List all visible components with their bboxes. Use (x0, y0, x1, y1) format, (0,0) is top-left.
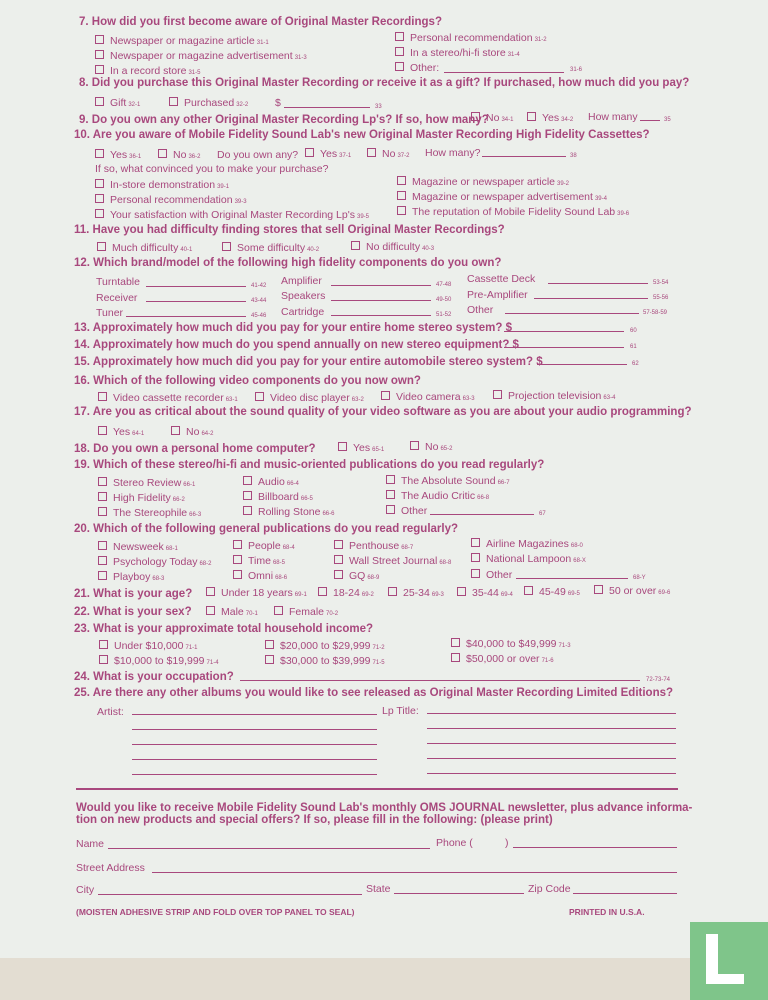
q20-option-6[interactable]: Omni 68-6 (233, 570, 287, 585)
q19-other-line[interactable] (430, 514, 534, 515)
zip-label: Zip Code (528, 883, 571, 895)
checkbox[interactable] (367, 148, 376, 157)
checkbox[interactable] (274, 606, 283, 615)
cartridge-line[interactable] (331, 315, 431, 316)
checkbox[interactable] (397, 191, 406, 200)
q23-option-1[interactable]: Under $10,000 71-1 (99, 640, 198, 655)
code: 45-46 (251, 313, 267, 319)
checkbox[interactable] (95, 65, 104, 74)
city-label: City (76, 884, 95, 896)
q20-option-7[interactable]: Penthouse 68-7 (334, 540, 413, 555)
q10-own-yes[interactable]: Yes 37-1 (305, 148, 351, 163)
checkbox[interactable] (471, 553, 480, 562)
q20-option-9[interactable]: GQ 68-9 (334, 570, 379, 585)
q10-option-yes[interactable]: Yes 36-1 (95, 149, 141, 164)
q7-option-1[interactable]: Newspaper or magazine article 31-1 (95, 35, 269, 50)
checkbox[interactable] (171, 426, 180, 435)
printed-in: PRINTED IN U.S.A. (569, 907, 645, 917)
q9-option-no[interactable]: No 34-1 (471, 112, 513, 127)
question-21: 21. What is your age? (74, 588, 193, 600)
artist-label: Artist: (97, 706, 124, 718)
q11-option-3[interactable]: No difficulty 40-3 (351, 241, 434, 256)
q23-option-2[interactable]: $10,000 to $19,999 71-4 (99, 655, 219, 670)
cartridge-label: Cartridge (281, 306, 325, 318)
checkbox[interactable] (98, 541, 107, 550)
checkbox[interactable] (98, 392, 107, 401)
q10-reason-6[interactable]: The reputation of Mobile Fidelity Sound Lab 39-6 (397, 206, 629, 221)
q10-reason-1[interactable]: In-store demonstration 39-1 (95, 179, 229, 194)
zip-field[interactable] (573, 893, 677, 894)
q20-option-5[interactable]: Time 68-5 (233, 555, 285, 570)
street-label: Street Address (76, 862, 145, 874)
checkbox[interactable] (206, 606, 215, 615)
q21-option-1[interactable]: Under 18 years 69-1 (206, 587, 307, 602)
code: 55-56 (653, 295, 669, 301)
checkbox[interactable] (243, 491, 252, 500)
code: 38 (570, 153, 577, 159)
checkbox[interactable] (255, 392, 264, 401)
speakers-line[interactable] (331, 300, 431, 301)
checkbox[interactable] (410, 441, 419, 450)
code: 61 (630, 344, 637, 350)
code: 68-Y (633, 575, 646, 581)
checkbox[interactable] (397, 176, 406, 185)
artist-line[interactable] (132, 729, 377, 730)
checkbox[interactable] (95, 179, 104, 188)
q19-option-7[interactable]: The Absolute Sound 66-7 (386, 475, 510, 490)
question-23: 23. What is your approximate total household income? (74, 623, 374, 635)
question-9: 9. Do you own any other Original Master Recording Lp's? If so, how many? (79, 114, 489, 126)
checkbox[interactable] (97, 242, 106, 251)
q18-option-yes[interactable]: Yes 65-1 (338, 442, 384, 457)
question-22: 22. What is your sex? (74, 606, 192, 618)
l-letter-icon (706, 934, 744, 984)
checkbox[interactable] (381, 391, 390, 400)
checkbox[interactable] (95, 35, 104, 44)
question-11: 11. Have you had difficulty finding stores that sell Original Master Recordings? (74, 224, 505, 236)
q16-option-3[interactable]: Video camera 63-3 (381, 391, 475, 406)
q17-option-yes[interactable]: Yes 64-1 (98, 426, 144, 441)
q19-option-6[interactable]: Rolling Stone 66-6 (243, 506, 334, 521)
pre-amplifier-label: Pre-Amplifier (467, 289, 528, 301)
receiver-label: Receiver (96, 292, 138, 304)
checkbox[interactable] (265, 655, 274, 664)
checkbox[interactable] (395, 32, 404, 41)
checkbox[interactable] (395, 62, 404, 71)
question-12: 12. Which brand/model of the following high fidelity components do you own? (74, 257, 502, 269)
q19-option-9[interactable]: Other (386, 505, 427, 518)
amplifier-line[interactable] (331, 285, 431, 286)
lp-title-line[interactable] (427, 773, 676, 774)
preamp-line[interactable] (534, 298, 648, 299)
question-19: 19. Which of these stereo/hi-fi and music-oriented publications do you read regularly? (74, 459, 545, 471)
dollar-sign: $ (275, 97, 281, 109)
newsletter-prompt-line2: tion on new products and special offers? If so, please fill in the following: (please print) (76, 814, 553, 826)
code: 72-73-74 (646, 677, 671, 683)
turntable-line[interactable] (146, 286, 246, 287)
q18-option-no[interactable]: No 65-2 (410, 441, 452, 456)
seal-instruction: (MOISTEN ADHESIVE STRIP AND FOLD OVER TOP PANEL TO SEAL) (76, 907, 355, 917)
checkbox[interactable] (338, 442, 347, 451)
artist-line[interactable] (132, 759, 377, 760)
phone-close-paren: ) (505, 837, 509, 849)
q10-reason-3[interactable]: Your satisfaction with Original Master Recording Lp's 39-5 (95, 209, 369, 224)
checkbox[interactable] (233, 555, 242, 564)
checkbox[interactable] (318, 587, 327, 596)
q10-option-no[interactable]: No 36-2 (158, 149, 200, 164)
q10-howmany-line[interactable] (482, 156, 566, 157)
checkbox[interactable] (471, 538, 480, 547)
checkbox[interactable] (99, 640, 108, 649)
q23-option-4[interactable]: $30,000 to $39,999 71-5 (265, 655, 385, 670)
q19-option-3[interactable]: The Stereophile 66-3 (98, 507, 201, 522)
q7-other-line[interactable] (444, 72, 564, 73)
cassette-deck-label: Cassette Deck (467, 273, 536, 285)
checkbox[interactable] (95, 194, 104, 203)
code: 53-54 (653, 280, 669, 286)
newsletter-prompt-line1: Would you like to receive Mobile Fidelity Sound Lab's monthly OMS JOURNAL newsletter, plus advance informa- (76, 802, 693, 814)
q7-option-5[interactable]: In a stereo/hi-fi store 31-4 (395, 47, 520, 62)
code: 57-58-59 (643, 310, 668, 316)
q7-option-3[interactable]: In a record store 31-5 (95, 65, 200, 80)
q8-option-gift[interactable]: Gift 32-1 (95, 97, 140, 112)
checkbox[interactable] (305, 148, 314, 157)
own-any-label: Do you own any? (217, 149, 299, 161)
checkbox[interactable] (395, 47, 404, 56)
q20-option-12[interactable]: Other (471, 569, 512, 582)
question-14: 14. Approximately how much do you spend annually on new stereo equipment? $ (74, 339, 519, 351)
checkbox[interactable] (457, 587, 466, 596)
q19-option-5[interactable]: Billboard 66-5 (243, 491, 313, 506)
checkbox[interactable] (98, 556, 107, 565)
q8-amount-line[interactable] (284, 107, 370, 108)
q21-option-5[interactable]: 45-49 69-5 (524, 586, 580, 601)
code: 49-50 (436, 297, 452, 303)
receiver-line[interactable] (146, 301, 246, 302)
q19-option-1[interactable]: Stereo Review 66-1 (98, 477, 195, 492)
other-label: Other (467, 304, 494, 316)
section-divider (76, 788, 678, 790)
checkbox[interactable] (98, 426, 107, 435)
q20-option-3[interactable]: Playboy 68-3 (98, 571, 164, 586)
checkbox[interactable] (334, 555, 343, 564)
q16-option-1[interactable]: Video cassette recorder 63-1 (98, 392, 238, 407)
code: 33 (375, 104, 382, 110)
checkbox[interactable] (386, 505, 395, 514)
checkbox[interactable] (471, 112, 480, 121)
question-10: 10. Are you aware of Mobile Fidelity Sound Lab's new Original Master Recording High Fidelity Cassettes? (74, 129, 650, 141)
checkbox[interactable] (233, 570, 242, 579)
name-label: Name (76, 838, 105, 850)
question-13: 13. Approximately how much did you pay for your entire home stereo system? $ (74, 322, 512, 334)
q21-option-3[interactable]: 25-34 69-3 (388, 587, 444, 602)
artist-line[interactable] (132, 774, 377, 775)
checkbox[interactable] (169, 97, 178, 106)
how-many-label: How many? (425, 147, 481, 159)
checkbox[interactable] (265, 640, 274, 649)
q21-option-2[interactable]: 18-24 69-2 (318, 587, 374, 602)
q10-own-no[interactable]: No 37-2 (367, 148, 409, 163)
checkbox[interactable] (95, 149, 104, 158)
checkbox[interactable] (95, 97, 104, 106)
q15-line[interactable] (537, 364, 627, 365)
q21-option-4[interactable]: 35-44 69-4 (457, 587, 513, 602)
artist-line[interactable] (132, 744, 377, 745)
city-field[interactable] (98, 894, 362, 895)
speakers-label: Speakers (281, 290, 326, 302)
question-24: 24. What is your occupation? (74, 671, 234, 683)
checkbox[interactable] (98, 507, 107, 516)
q11-option-2[interactable]: Some difficulty 40-2 (222, 242, 319, 257)
code: 62 (632, 361, 639, 367)
artist-line[interactable] (132, 714, 377, 715)
background-surface (0, 958, 768, 1000)
lp-title-line[interactable] (427, 713, 676, 714)
q20-option-8[interactable]: Wall Street Journal 68-8 (334, 555, 451, 570)
how-many-label: How many (588, 111, 638, 123)
checkbox[interactable] (98, 477, 107, 486)
checkbox[interactable] (95, 209, 104, 218)
checkbox[interactable] (524, 586, 533, 595)
q10-reason-2[interactable]: Personal recommendation 39-3 (95, 194, 247, 209)
checkbox[interactable] (206, 587, 215, 596)
lp-title-line[interactable] (427, 743, 676, 744)
phone-label: Phone ( (436, 837, 473, 849)
lp-title-line[interactable] (427, 728, 676, 729)
q10-reason-4[interactable]: Magazine or newspaper article 39-2 (397, 176, 569, 191)
q22-option-female[interactable]: Female 70-2 (274, 606, 338, 621)
code: 31-6 (570, 67, 583, 73)
checkbox[interactable] (233, 540, 242, 549)
q8-option-purchased[interactable]: Purchased 32-2 (169, 97, 248, 112)
q20-option-2[interactable]: Psychology Today 68-2 (98, 556, 211, 571)
question-7: 7. How did you first become aware of Original Master Recordings? (79, 16, 442, 28)
code: 67 (539, 511, 546, 517)
q10-followup: If so, what convinced you to make your purchase? (95, 163, 329, 175)
q19-option-8[interactable]: The Audio Critic 66-8 (386, 490, 489, 505)
checkbox[interactable] (397, 206, 406, 215)
q17-option-no[interactable]: No 64-2 (171, 426, 213, 441)
checkbox[interactable] (95, 50, 104, 59)
checkbox[interactable] (527, 112, 536, 121)
checkbox[interactable] (386, 475, 395, 484)
q10-reason-5[interactable]: Magazine or newspaper advertisement 39-4 (397, 191, 607, 206)
checkbox[interactable] (222, 242, 231, 251)
q9-option-yes[interactable]: Yes 34-2 (527, 112, 573, 127)
q23-option-3[interactable]: $20,000 to $29,999 71-2 (265, 640, 385, 655)
watermark-logo-icon (690, 922, 768, 1000)
code: 51-52 (436, 312, 452, 318)
tuner-line[interactable] (126, 316, 246, 317)
checkbox[interactable] (386, 490, 395, 499)
checkbox[interactable] (594, 585, 603, 594)
q20-option-1[interactable]: Newsweek 68-1 (98, 541, 178, 556)
phone-field[interactable] (513, 847, 677, 848)
q11-option-1[interactable]: Much difficulty 40-1 (97, 242, 192, 257)
street-field[interactable] (152, 872, 677, 873)
q20-option-4[interactable]: People 68-4 (233, 540, 295, 555)
q7-option-6[interactable]: Other: (395, 62, 439, 75)
q14-line[interactable] (504, 347, 624, 348)
q13-line[interactable] (504, 331, 624, 332)
q7-option-2[interactable]: Newspaper or magazine advertisement 31-3 (95, 50, 307, 65)
checkbox[interactable] (98, 492, 107, 501)
q20-option-10[interactable]: Airline Magazines 68-0 (471, 538, 583, 553)
tuner-label: Tuner (96, 307, 124, 319)
question-15: 15. Approximately how much did you pay for your entire automobile stereo system? $ (74, 356, 543, 368)
q16-option-2[interactable]: Video disc player 63-2 (255, 392, 364, 407)
code: 60 (630, 328, 637, 334)
other-line[interactable] (505, 313, 639, 314)
occupation-line[interactable] (240, 680, 640, 681)
checkbox[interactable] (351, 241, 360, 250)
question-25: 25. Are there any other albums you would like to see released as Original Master Recording Limited Editions? (74, 687, 674, 699)
code: 47-48 (436, 282, 452, 288)
amplifier-label: Amplifier (281, 275, 322, 287)
checkbox[interactable] (158, 149, 167, 158)
question-18: 18. Do you own a personal home computer? (74, 443, 316, 455)
q19-option-4[interactable]: Audio 66-4 (243, 476, 299, 491)
question-16: 16. Which of the following video components do you now own? (74, 375, 421, 387)
q7-option-4[interactable]: Personal recommendation 31-2 (395, 32, 547, 47)
checkbox[interactable] (493, 390, 502, 399)
checkbox[interactable] (99, 655, 108, 664)
code: 35 (664, 117, 671, 123)
q23-option-6[interactable]: $50,000 or over 71-6 (451, 653, 554, 668)
checkbox[interactable] (243, 476, 252, 485)
code: 41-42 (251, 283, 267, 289)
checkbox[interactable] (98, 571, 107, 580)
q20-option-11[interactable]: National Lampoon 68-X (471, 553, 586, 568)
state-label: State (366, 883, 391, 895)
turntable-label: Turntable (96, 276, 140, 288)
q19-option-2[interactable]: High Fidelity 66-2 (98, 492, 185, 507)
code: 43-44 (251, 298, 267, 304)
checkbox[interactable] (334, 540, 343, 549)
checkbox[interactable] (451, 638, 460, 647)
checkbox[interactable] (451, 653, 460, 662)
question-8: 8. Did you purchase this Original Master Recording or receive it as a gift? If purchased, how much did you pay? (79, 77, 690, 89)
q16-option-4[interactable]: Projection television 63-4 (493, 390, 615, 405)
lp-title-line[interactable] (427, 758, 676, 759)
q22-option-male[interactable]: Male 70-1 (206, 606, 258, 621)
question-17: 17. Are you as critical about the sound quality of your video software as you are about your audio programming? (74, 406, 692, 418)
cassette-line[interactable] (548, 283, 648, 284)
question-20: 20. Which of the following general publications do you read regularly? (74, 523, 459, 535)
q21-option-6[interactable]: 50 or over 69-6 (594, 585, 670, 600)
checkbox[interactable] (243, 506, 252, 515)
checkbox[interactable] (388, 587, 397, 596)
name-field[interactable] (108, 848, 430, 849)
q9-howmany-line[interactable] (640, 120, 660, 121)
q20-other-line[interactable] (516, 578, 628, 579)
state-field[interactable] (394, 893, 524, 894)
q23-option-5[interactable]: $40,000 to $49,999 71-3 (451, 638, 571, 653)
checkbox[interactable] (334, 570, 343, 579)
lp-title-label: Lp Title: (382, 705, 419, 717)
checkbox[interactable] (471, 569, 480, 578)
